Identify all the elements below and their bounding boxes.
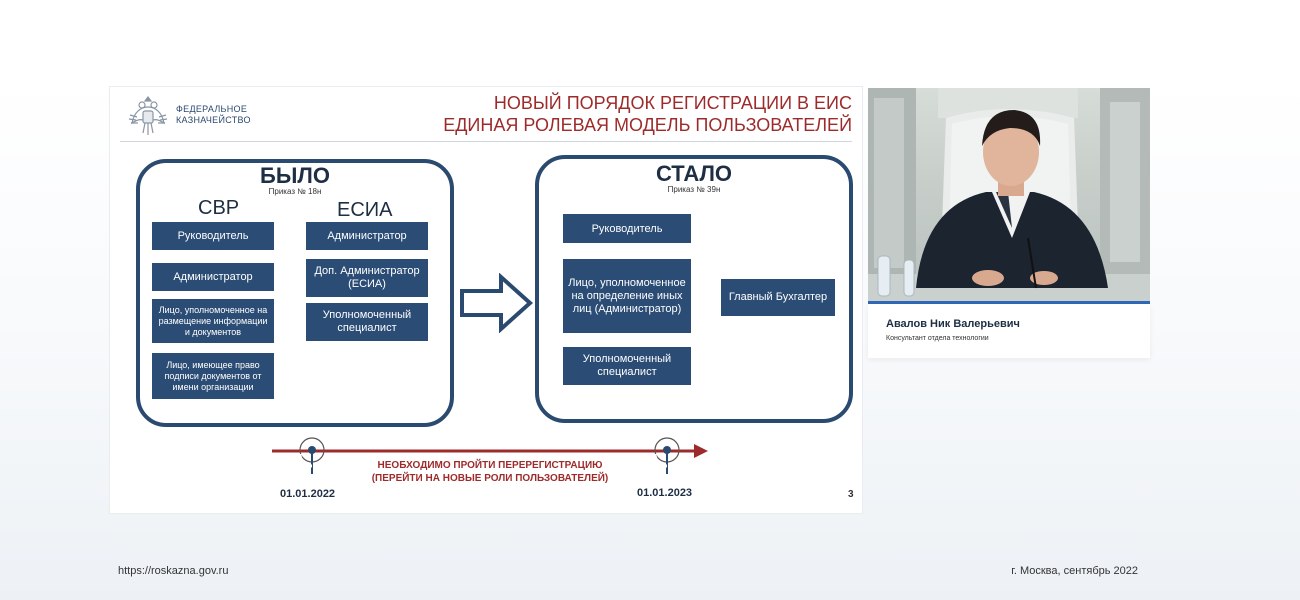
speaker-role: Консультант отдела технологии — [886, 335, 989, 342]
speaker-caption — [868, 304, 1150, 358]
slide-title-line-2: ЕДИНАЯ РОЛЕВАЯ МОДЕЛЬ ПОЛЬЗОВАТЕЛЕЙ — [443, 115, 852, 135]
svr-role-box: Руководитель — [152, 222, 274, 250]
after-role-box: Лицо, уполномоченное на определение иных лиц (Администратор) — [563, 259, 691, 333]
place-date: г. Москва, сентябрь 2022 — [1011, 565, 1138, 577]
speaker-name: Авалов Ник Валерьевич — [886, 318, 1020, 330]
eagle-emblem-icon — [128, 93, 168, 137]
slide-title-line-1: НОВЫЙ ПОРЯДОК РЕГИСТРАЦИИ В ЕИС — [493, 93, 852, 113]
after-role-box: Уполномоченный специалист — [563, 347, 691, 385]
milestone-start-icon — [300, 438, 324, 474]
esia-role-box: Уполномоченный специалист — [306, 303, 428, 341]
logo-line-1: ФЕДЕРАЛЬНОЕ — [176, 104, 248, 114]
title-divider — [120, 141, 852, 142]
svr-role-box: Лицо, имеющее право подписи документов от имени организации — [152, 353, 274, 399]
after-order: Приказ № 39н — [667, 185, 721, 194]
reregistration-notice — [340, 459, 640, 485]
logo-text — [176, 104, 251, 126]
esia-heading: ЕСИА — [337, 199, 393, 221]
milestone-end-icon — [655, 438, 679, 474]
svr-heading: СВР — [198, 197, 240, 219]
notice-line-1: НЕОБХОДИМО ПРОЙТИ ПЕРЕРЕГИСТРАЦИЮ — [377, 460, 603, 471]
after-role-box: Руководитель — [563, 214, 691, 243]
presentation-slide — [110, 87, 862, 513]
slide-page-number: 3 — [848, 489, 854, 500]
before-panel — [136, 159, 454, 427]
speaker-video — [868, 88, 1150, 302]
after-heading: СТАЛО — [655, 161, 733, 186]
slide-title — [443, 92, 852, 136]
esia-role-box: Администратор — [306, 222, 428, 250]
notice-line-2: (ПЕРЕЙТИ НА НОВЫЕ РОЛИ ПОЛЬЗОВАТЕЛЕЙ) — [371, 473, 609, 484]
before-order: Приказ № 18н — [268, 187, 322, 196]
before-heading: БЫЛО — [260, 163, 330, 188]
transition-arrow-icon — [459, 273, 533, 333]
website-link[interactable]: https://roskazna.gov.ru — [118, 565, 229, 577]
after-role-box: Главный Бухгалтер — [721, 279, 835, 316]
logo-line-2: КАЗНАЧЕЙСТВО — [176, 115, 251, 125]
after-panel — [535, 155, 853, 423]
svr-role-box: Администратор — [152, 263, 274, 291]
date-end: 01.01.2023 — [637, 487, 693, 499]
date-start: 01.01.2022 — [280, 488, 336, 500]
esia-role-box: Доп. Администратор (ЕСИА) — [306, 259, 428, 297]
svr-role-box: Лицо, уполномоченное на размещение информации и документов — [152, 299, 274, 343]
